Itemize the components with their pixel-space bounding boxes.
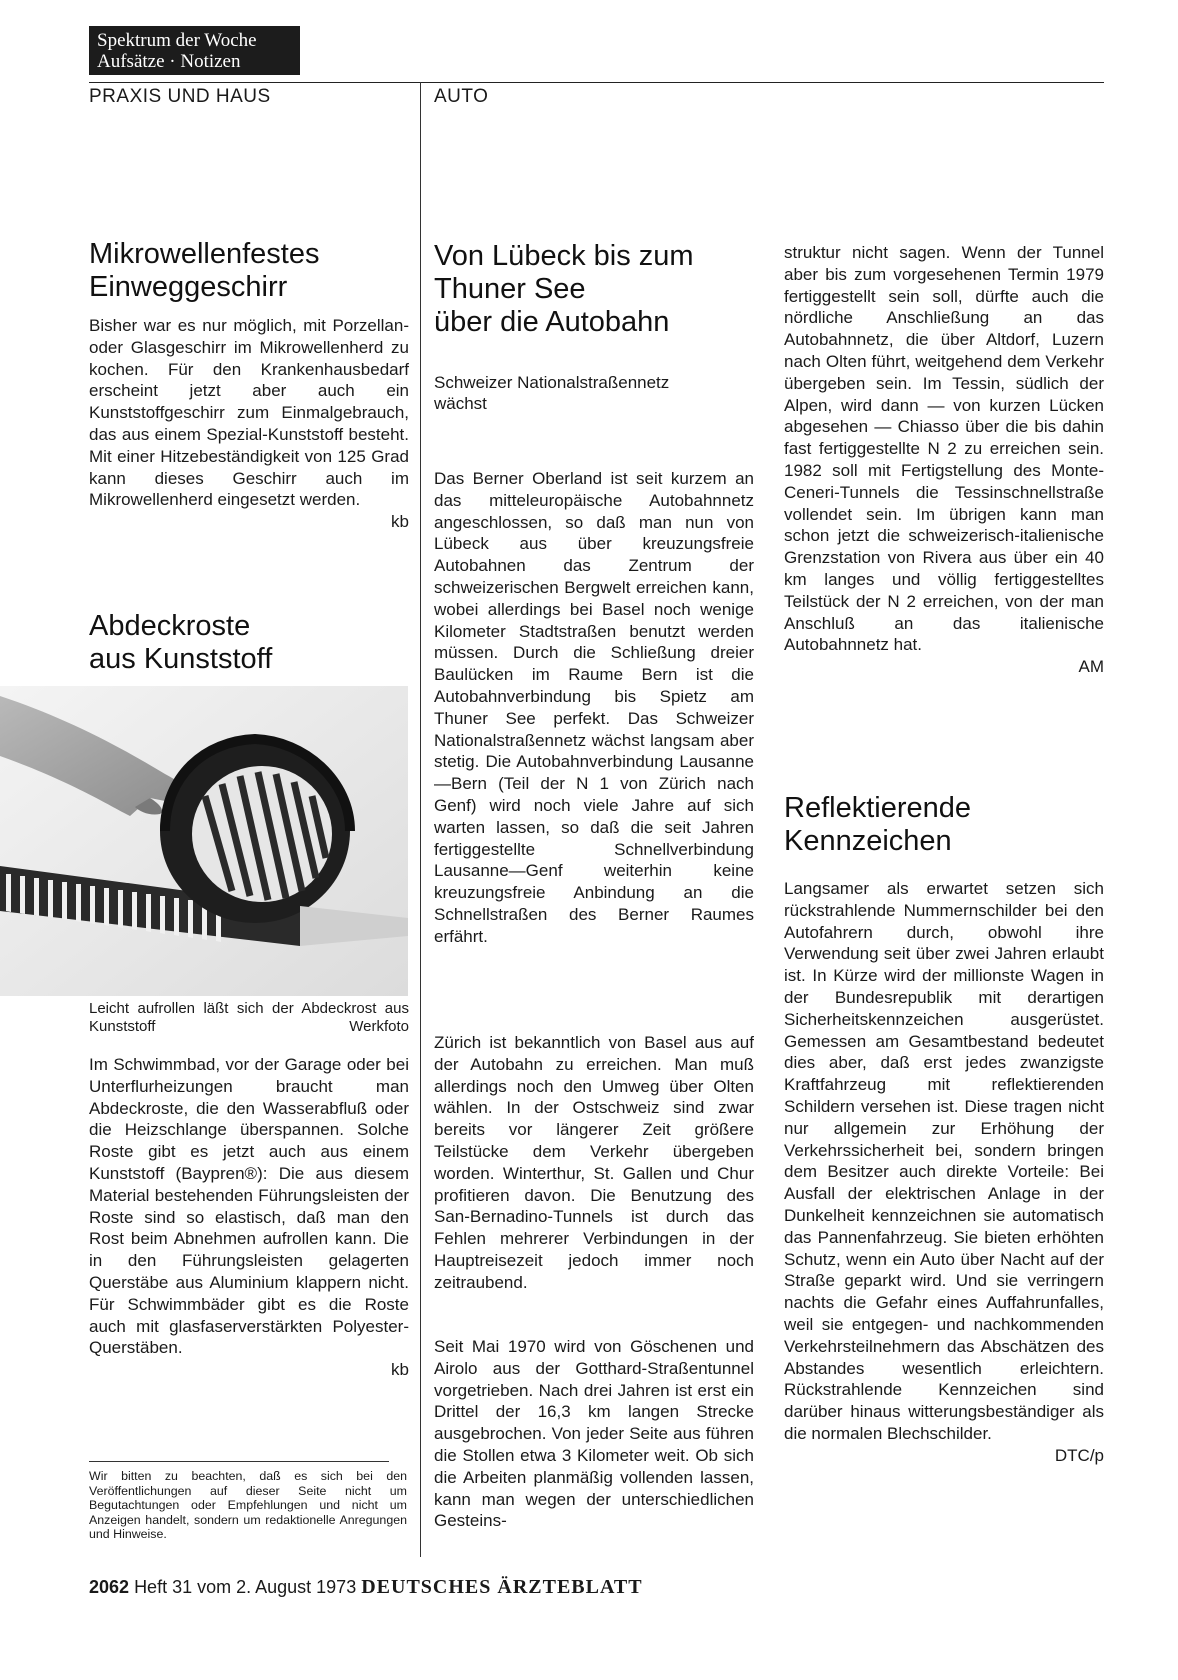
footnote-rule: [89, 1461, 389, 1462]
grating-photo: [0, 686, 408, 996]
photo-credit: Werkfoto: [349, 1018, 409, 1035]
masthead: [89, 26, 300, 75]
article-autobahn-body-2: Zürich ist bekanntlich von Basel aus auf der Autobahn zu erreichen. Man muß allerdings noch den Umweg über Olten wählen. In der Ostschweiz sind zwar bereits vor längerer Zeit größere Teilstücke dem Verkehr übergeben worden. Winterthur, St. Gallen und Chur profitieren davon. Die Benutzung des San-Bernadino-Tunnels ist durch das Fehlen mehrerer Verbindungen in der Hauptreisezeit jedoch immer noch zeitraubend.: [434, 1033, 754, 1292]
article-mikrowelle-title: Mikrowellenfestes Einweggeschirr: [89, 238, 320, 303]
page-number: 2062: [89, 1577, 130, 1597]
article-abdeckroste-signature: kb: [391, 1360, 409, 1380]
disclaimer-footnote: Wir bitten zu beachten, daß es sich bei den Veröffentlichungen auf dieser Seite nicht um Begutachtungen oder Empfehlungen und nicht um Anzeigen handelt, sondern um redaktionelle Anregungen und Hinweise.: [89, 1469, 407, 1542]
article-autobahn-body-1: Das Berner Oberland ist seit kurzem an das mitteleuropäische Autobahnnetz angeschlossen, so daß man nun von Lübeck aus über kreuzungsfreie Autobahnen das Zentrum der schweizerischen Bergwelt erreichen kann, wobei allerdings bei Basel noch wenige Kilometer Stadtstraßen benutzt werden müssen. Durch die Schließung dreier Baulücken im Raume Bern ist die Autobahnverbindung bis Spietz am Thuner See perfekt. Das Schweizer Nationalstraßennetz wächst langsam aber stetig. Die Autobahnverbindung Lausanne—Bern (Teil der N 1 von Zürich nach Genf) wird noch viele Jahre auf sich warten lassen, so daß die seit Jahren fertiggestellte Schnellverbindung Lausanne—Genf weiterhin keine kreuzungsfreie Anbindung an die Schnellstraßen des Berner Raumes erfährt.: [434, 469, 754, 946]
article-kennzeichen-title: Reflektierende Kennzeichen: [784, 792, 971, 857]
page-footer: [89, 1576, 643, 1599]
masthead-line-1: Spektrum der Woche: [97, 30, 257, 51]
article-kennzeichen-signature: DTC/p: [1054, 1445, 1104, 1465]
grating-roll: [160, 739, 350, 923]
article-mikrowelle-signature: kb: [391, 512, 409, 532]
header-rule: [89, 82, 1104, 83]
article-autobahn-body-3: Seit Mai 1970 wird von Göschenen und Airolo aus der Gotthard-Straßentunnel vorgetrieben. Nach drei Jahren ist erst ein Drittel der 16,3 km langen Strecke ausgebrochen. Von jeder Seite aus führen die Stollen etwa 3 Kilometer weit. Ob sich die Arbeiten planmäßig vollenden lassen, kann man wegen der unterschiedlichen Gesteins-: [434, 1337, 754, 1531]
article-autobahn-subtitle: Schweizer Nationalstraßennetz wächst: [434, 373, 670, 413]
section-label-praxis: PRAXIS UND HAUS: [89, 86, 271, 107]
article-mikrowelle-body: Bisher war es nur möglich, mit Porzellan- oder Glasgeschirr im Mikrowellenherd zu kochen. Für den Krankenhausbedarf erscheint jetzt aber auch ein Kunststoffgeschirr zum Einmalgebrauch, das aus einem Spezial-Kunststoff besteht. Mit einer Hitzebeständigkeit von 125 Grad kann dieses Geschirr auch im Mikrowellenherd eingesetzt werden. kb: [89, 316, 409, 532]
photo-caption: Leicht aufrollen läßt sich der Abdeckrost aus Kunststoff Werkfoto: [89, 1000, 409, 1035]
article-abdeckroste-title: Abdeckroste aus Kunststoff: [89, 610, 273, 675]
article-autobahn-body-4: struktur nicht sagen. Wenn der Tunnel aber bis zum vorgesehenen Termin 1979 fertiggestellt sein soll, dürfte auch die nördliche Anschließung an das Autobahnnetz, die über Altdorf, Luzern nach Olten führt, weitgehend dem Verkehr übergeben sein. Im Tessin, südlich der Alpen, wird dann — von kurzen Lücken abgesehen — Chiasso über die bis dahin fast fertiggestellte N 2 zu erreichen sein. 1982 soll mit Fertigstellung des Monte-Ceneri-Tunnels die Tessinschnellstraße vollendet sein. Im übrigen kann man schon jetzt die schweizerisch-italienische Grenzstation von Rivera aus über ein 40 km langes und völlig fertiggestelltes Teilstück der N 2 erreichen, von der man Anschluß an das italienische Autobahnnetz hat. AM: [784, 243, 1104, 677]
article-kennzeichen-body: Langsamer als erwartet setzen sich rückstrahlende Nummernschilder bei den Autofahrern durch, obwohl ihre Verwendung seit über zwei Jahren erlaubt ist. In Kürze wird der millionste Wagen in der Bundesrepublik mit derartigen Sicherheitskennzeichen ausgerüstet. Gemessen am Gesamtbestand bedeutet dies aber, daß erst jedes zwanzigste Kraftfahrzeug mit reflektierenden Schildern versehen ist. Diese tragen nicht nur allgemein zur Erhöhung der Verkehrssicherheit bei, sondern bringen dem Besitzer auch direkte Vorteile: Bei Ausfall der elektrischen Anlage in der Dunkelheit kennzeichnen sie automatisch das Pannenfahrzeug. Sie bieten erhöhten Schutz, wenn ein Auto über Nacht auf der Straße geparkt wird. Und sie verringern nachts die Gefahr eines Auffahrunfalles, weil sie entgegen- und nachkommenden Verkehrsteilnehmern das Abschätzen des Abstandes wesentlich erleichtern. Rückstrahlende Kennzeichen sind darüber hinaus witterungsbeständiger als die normalen Blechschilder. DTC/p: [784, 879, 1104, 1465]
issue-info: Heft 31 vom 2. August 1973: [134, 1577, 357, 1597]
column-divider-left: [420, 82, 421, 1557]
article-autobahn-signature: AM: [1078, 657, 1104, 677]
masthead-line-2: Aufsätze · Notizen: [97, 51, 241, 72]
journal-name: DEUTSCHES ÄRZTEBLATT: [361, 1576, 643, 1598]
article-autobahn-title: Von Lübeck bis zum Thuner See über die Autobahn: [434, 240, 694, 338]
article-abdeckroste-body: Im Schwimmbad, vor der Garage oder bei Unterflurheizungen braucht man Abdeckroste, die den Wasserabfluß oder die Heizschlange überspannen. Solche Roste gibt es jetzt auch aus einem Kunststoff (Baypren®): Die aus diesem Material bestehenden Führungsleisten der Roste sind so elastisch, daß man den Rost beim Abnehmen aufrollen kann. Die in den Führungsleisten gelagerten Querstäbe aus Aluminium klappern nicht. Für Schwimmbäder gibt es die Roste auch mit glasfaserverstärkten Polyester-Querstäben. kb: [89, 1055, 409, 1380]
section-label-auto: AUTO: [434, 86, 489, 107]
